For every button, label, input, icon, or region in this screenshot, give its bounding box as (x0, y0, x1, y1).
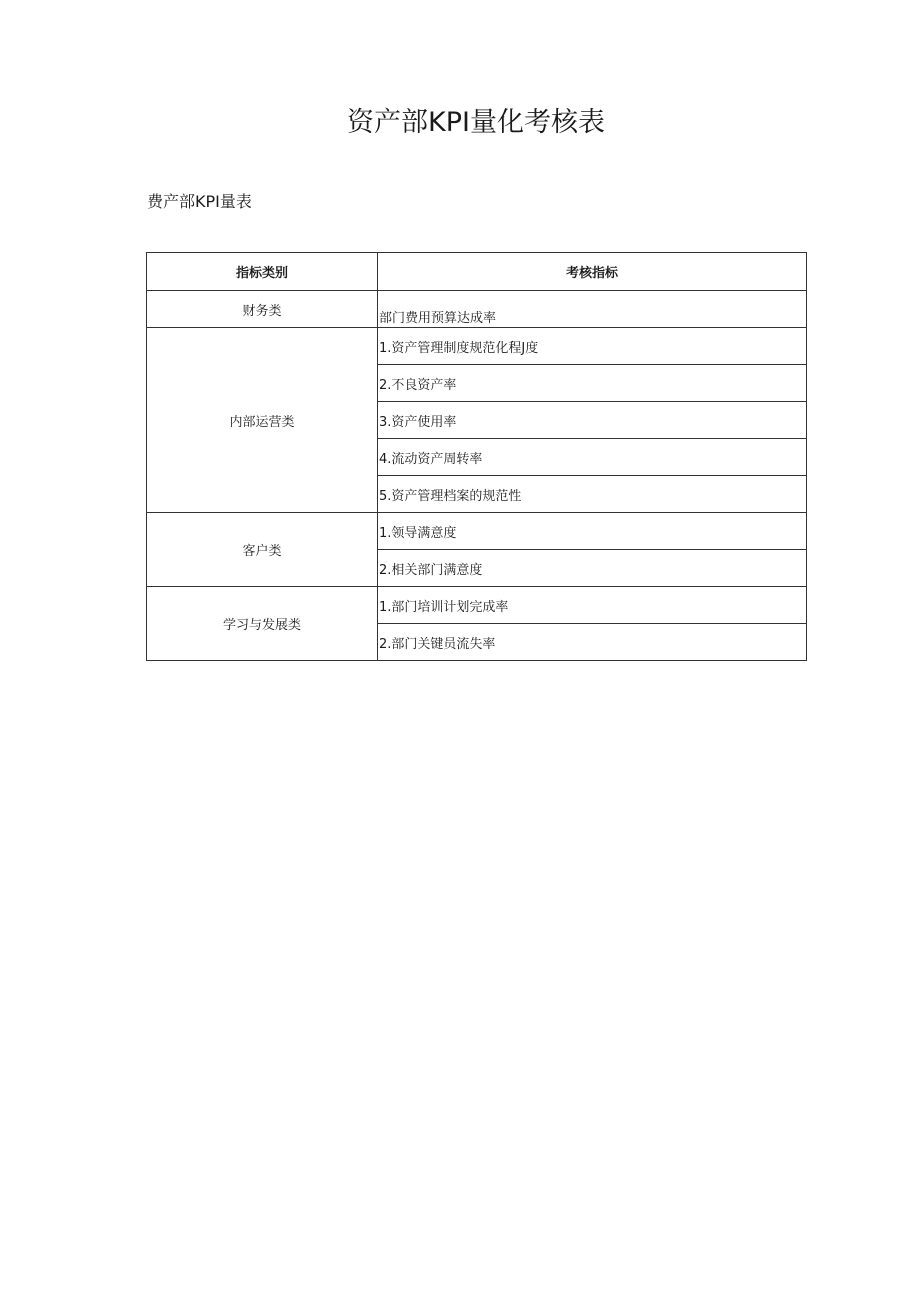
indicator-cell: 1.资产管理制度规范化程J度 (378, 328, 807, 365)
section-label: 费产部KPI量表 (147, 192, 252, 211)
table-row (147, 587, 807, 624)
table-row (147, 513, 807, 550)
indicator-cell: 2.相关部门满意度 (378, 550, 807, 587)
indicator-cell: 1.领导满意度 (378, 513, 807, 550)
indicator-cell: 3.资产使用率 (378, 402, 807, 439)
table-row (147, 291, 807, 328)
document-title: 资产部KPI量化考核表 (347, 107, 605, 138)
indicator-cell: 5.资产管理档案的规范性 (378, 476, 807, 513)
indicator-cell: 4.流动资产周转率 (378, 439, 807, 476)
header-category: 指标类别 (147, 253, 378, 291)
header-indicator: 考核指标 (378, 253, 807, 291)
indicator-cell: 部门费用预算达成率 (378, 291, 807, 328)
indicator-cell: 1.部门培训计划完成率 (378, 587, 807, 624)
kpi-table (146, 252, 807, 661)
table-header-row (147, 253, 807, 291)
indicator-cell: 2.部门关键员流失率 (378, 624, 807, 661)
table-row (147, 328, 807, 365)
category-cell-finance: 财务类 (147, 291, 378, 328)
indicator-cell: 2.不良资产率 (378, 365, 807, 402)
category-cell-internal-operations: 内部运营类 (147, 328, 378, 513)
category-cell-learning-development: 学习与发展类 (147, 587, 378, 661)
category-cell-customer: 客户类 (147, 513, 378, 587)
